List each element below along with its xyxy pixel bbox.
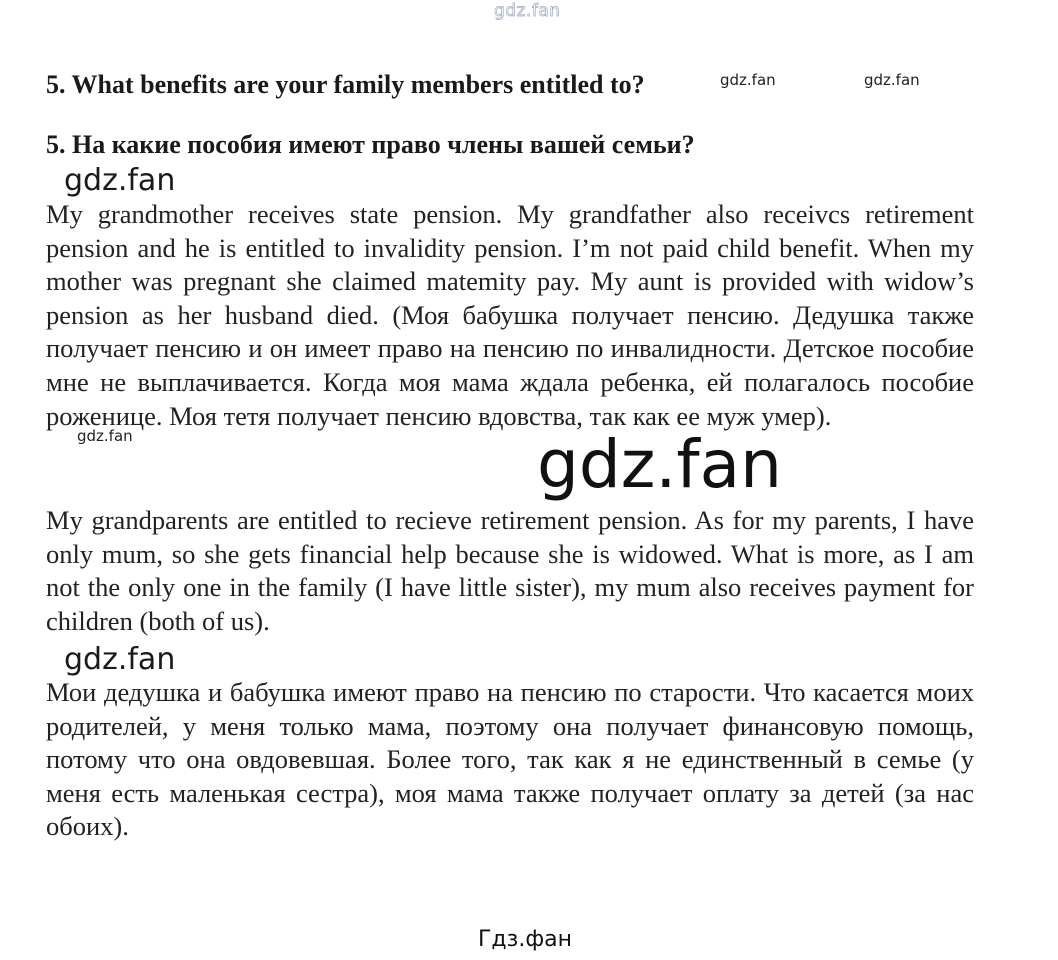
watermark-bottom: Гдз.фан [478,927,572,952]
question-heading-russian: 5. На какие пособия имеют право члены вашей семьи? [46,130,695,159]
question-heading-english: 5. What benefits are your family members entitled to? [46,70,645,99]
watermark-small-inline: gdz.fan [77,427,133,445]
answer-paragraph-2: My grandparents are entitled to recieve retirement pension. As for my parents, I have only mum, so she gets financial help because she is widowed. What is more, as I am not the only one in the family (I have little sister), my mum also receives payment for children (both of us). [46,505,974,636]
watermark-top: gdz.fan [494,1,561,21]
watermark-before-answer-2: gdz.fan [64,642,176,677]
answer-paragraph-3: Мои дедушка и бабушка имеют право на пенсию по старости. Что касается моих родителей, у меня только мама, поэтому она получает финансовую помощь, потому что она овдовевшая. Более того, так как я не единственный в семье (у меня есть маленькая сестра), моя мама также получает оплату за детей (за нас обоих). [46,677,974,842]
answer-paragraph-1: My grandmother receives state pension. My grandfather also receivcs retirement pension and he is entitled to invalidity pension. I’m not paid child benefit. When my mother was pregnant she claimed matemity pay. My aunt is provided with widow’s pension as her husband died. (Моя бабушка получает пенсию. Дедушка также получает пенсию и он имеет право на пенсию по инвалидности. Детское пособие мне не выплачивается. Когда моя мама ждала ребенка, ей полагалось пособие роженице. Моя тетя получает пенсию вдовства, так как ее муж умер). [46,199,974,431]
watermark-right-heading: gdz.fan [864,71,920,89]
watermark-before-answer-1: gdz.fan [64,163,176,198]
watermark-large-center: gdz.fan [537,426,782,503]
watermark-after-heading: gdz.fan [720,71,776,89]
